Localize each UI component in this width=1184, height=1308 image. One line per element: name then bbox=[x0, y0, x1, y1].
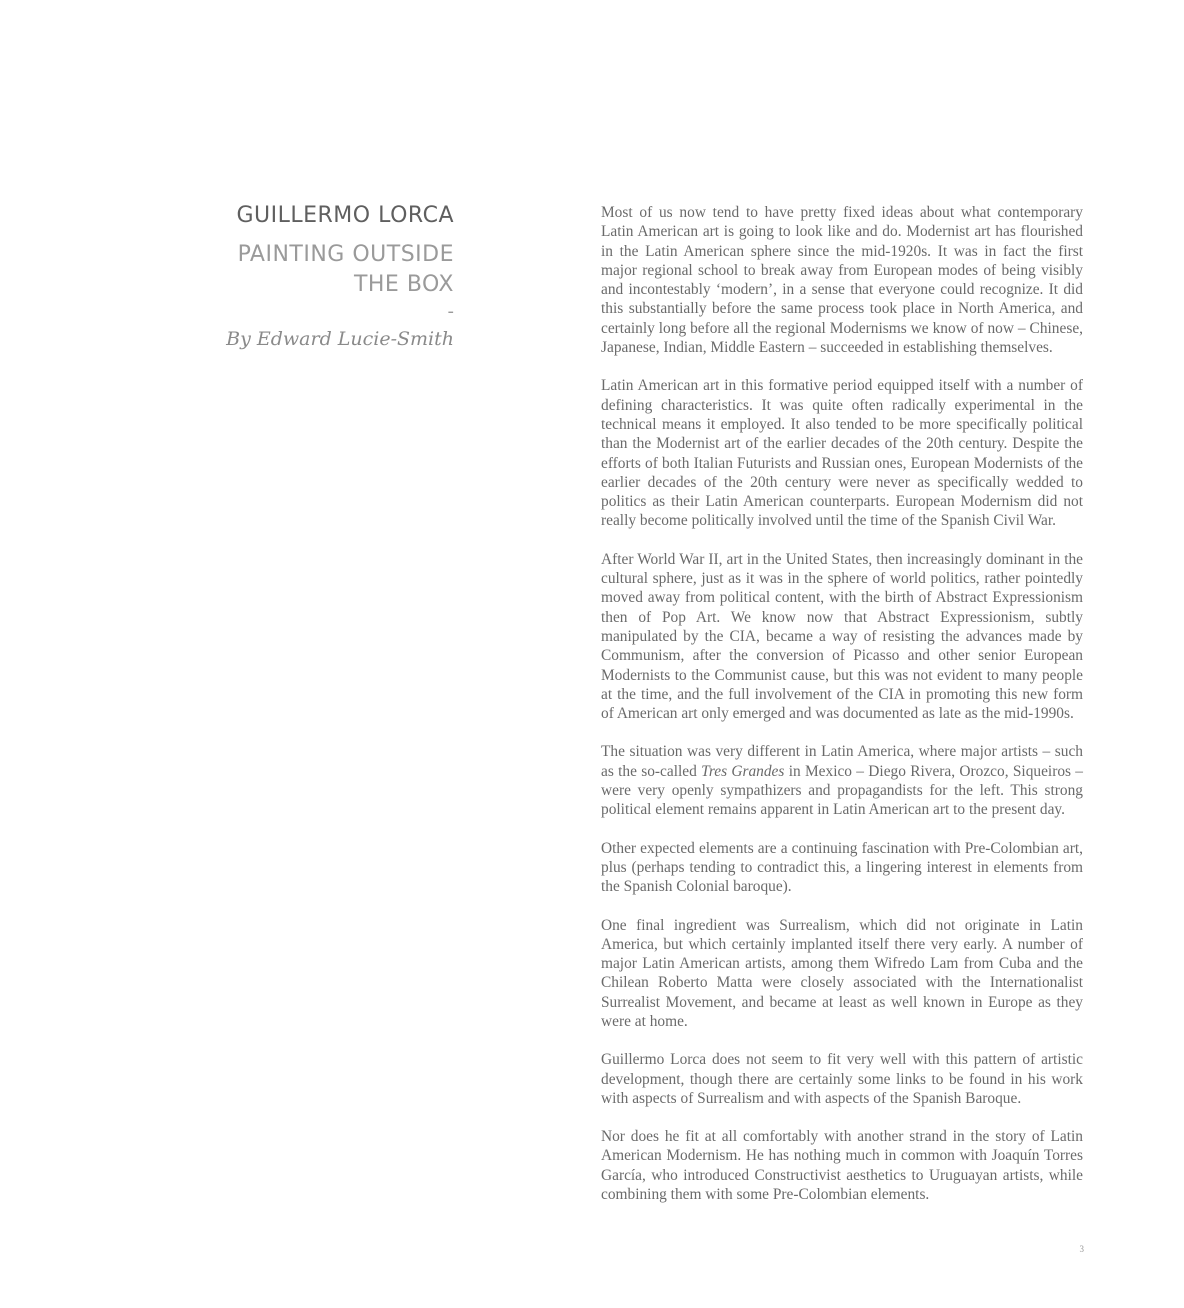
article-paragraph-4 bbox=[601, 742, 1083, 819]
title-separator: - bbox=[447, 301, 454, 322]
title-block bbox=[150, 200, 454, 352]
article-paragraph-8: Nor does he fit at all comfortably with another strand in the story of Latin American Modernism. He has nothing much in common with Joaquín Torres García, who introduced Constructivist aesthetics to Uruguayan artists, while combining them with some Pre-Colombian elements. bbox=[601, 1128, 1083, 1204]
paragraph-4-text-after: in Mexico – Diego Rivera, Orozco, Siqueiros – were very openly sympathizers and propagandists for the left. This strong political element remains apparent in Latin American art to the present day. bbox=[601, 762, 1084, 819]
page-number: 3 bbox=[1079, 1244, 1084, 1254]
article-paragraph-3: After World War II, art in the United States, then increasingly dominant in the cultural sphere, just as it was in the sphere of world politics, rather pointedly moved away from political content, with the birth of Abstract Expressionism then of Pop Art. We know now that Abstract Expressionism, subtly manipulated by the CIA, became a way of resisting the advances made by Communism, after the conversion of Picasso and other senior European Modernists to the Communist cause, but this was not evident to many people at the time, and the full involvement of the CIA in promoting this new form of American art only emerged and was documented as late as the mid-1990s. bbox=[601, 550, 1083, 723]
article-paragraph-6: One final ingredient was Surrealism, which did not originate in Latin America, but which certainly implanted itself there very early. A number of major Latin American artists, among them Wifredo Lam from Cuba and the Chilean Roberto Matta were closely associated with the Internationalist Surrealist Movement, and became at least as well known in Europe as they were at home. bbox=[601, 916, 1083, 1030]
artist-name: GUILLERMO LORCA bbox=[236, 203, 454, 228]
article-title-line-1: PAINTING OUTSIDE bbox=[237, 242, 454, 267]
article-paragraph-5: Other expected elements are a continuing fascination with Pre-Colombian art, plus (perhaps tending to contradict this, a lingering interest in elements from the Spanish Colonial baroque). bbox=[601, 839, 1083, 896]
article-body bbox=[601, 203, 1083, 1223]
article-paragraph-7: Guillermo Lorca does not seem to fit very well with this pattern of artistic development, though there are certainly some links to be found in his work with aspects of Surrealism and with aspects of the Spanish Baroque. bbox=[601, 1051, 1083, 1107]
tres-grandes-italic: Tres Grandes bbox=[701, 762, 785, 780]
article-paragraph-2: Latin American art in this formative period equipped itself with a number of defining characteristics. It was quite often radically experimental in the technical means it employed. It also tended to be more specifically political than the Modernist art of the earlier decades of the 20th century. Despite the efforts of both Italian Futurists and Russian ones, European Modernists of the earlier decades of the 20th century were never as specifically wedded to politics as their Latin American counterparts. European Modernism did not really become politically involved until the time of the Spanish Civil War. bbox=[601, 377, 1083, 530]
article-paragraph-1: Most of us now tend to have pretty fixed ideas about what contemporary Latin American art is going to look like and do. Modernist art has flourished in the Latin American sphere since the mid-1920s. It was in fact the first major regional school to break away from European modes of being visibly and incontestably ‘modern’, in a sense that everyone could recognize. It did this substantially before the same process took place in North America, and certainly long before all the regional Modernisms we know of now – Chinese, Japanese, Indian, Middle Eastern – succeeded in establishing themselves. bbox=[601, 204, 1083, 357]
article-title-line-2: THE BOX bbox=[353, 272, 454, 297]
paragraph-4-text-before: The situation was very different in Latin America, where major artists – such as the so-called bbox=[601, 743, 1083, 780]
article-title bbox=[150, 240, 454, 300]
author-byline: By Edward Lucie-Smith bbox=[226, 328, 454, 350]
